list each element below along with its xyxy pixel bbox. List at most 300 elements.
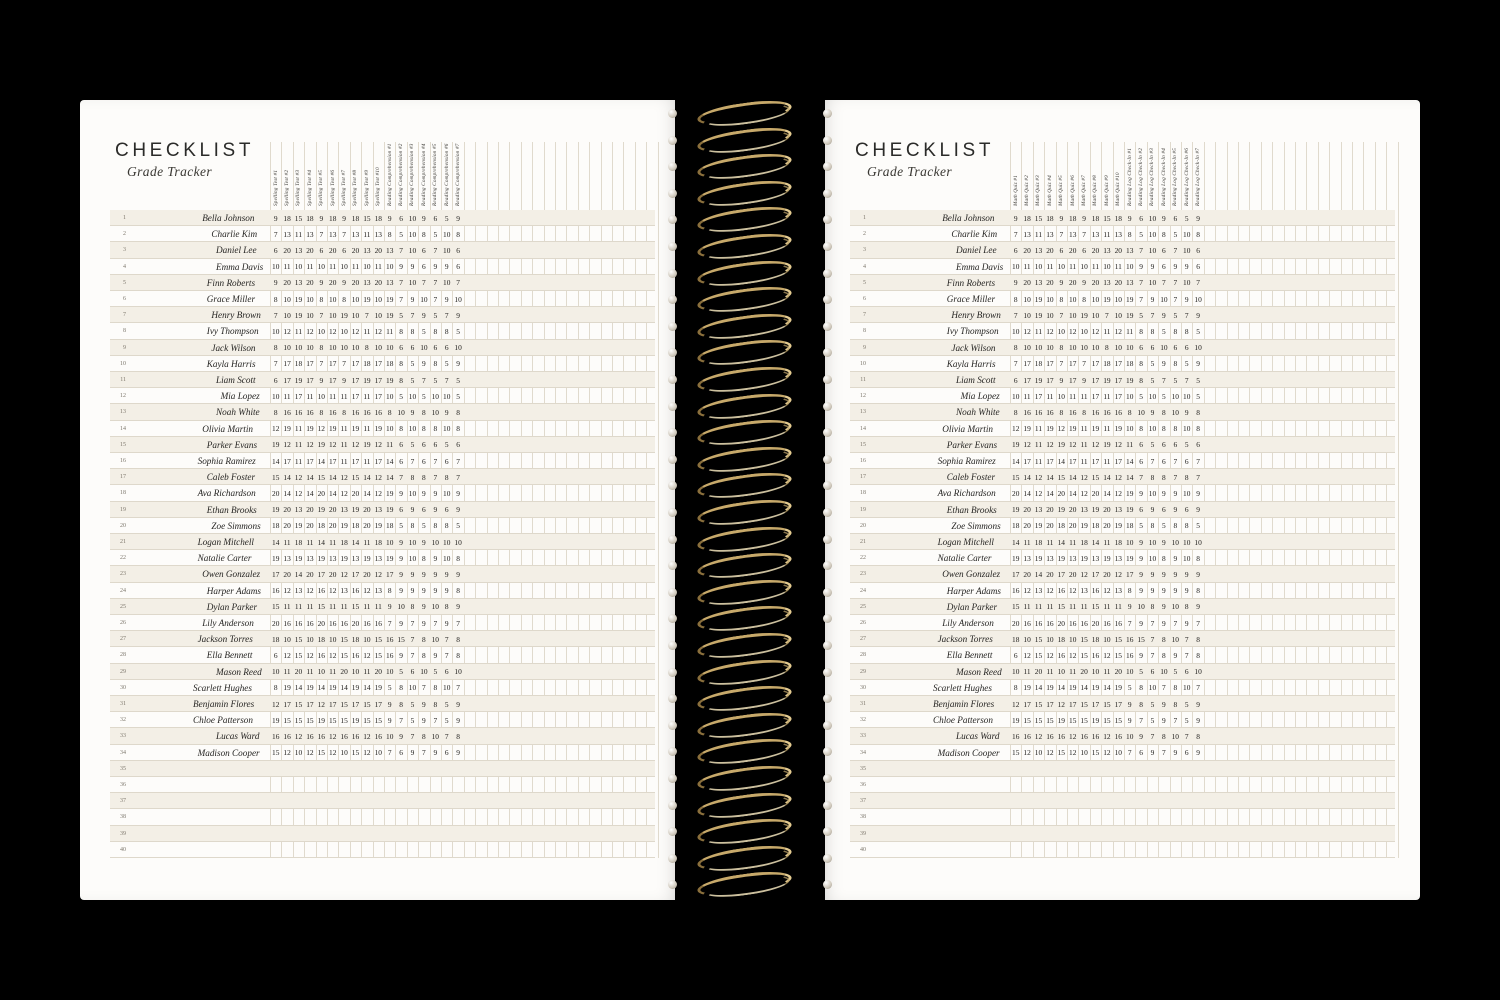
- grade-cell[interactable]: 19: [386, 488, 394, 498]
- grade-cell[interactable]: 12: [1069, 326, 1077, 336]
- grade-cell[interactable]: 17: [374, 359, 382, 369]
- grade-cell[interactable]: 10: [1114, 748, 1122, 758]
- grade-cell[interactable]: 19: [1057, 553, 1065, 563]
- grade-cell[interactable]: 13: [1091, 553, 1100, 563]
- grade-cell[interactable]: 9: [410, 262, 415, 272]
- grade-cell[interactable]: 10: [443, 278, 451, 288]
- grade-cell[interactable]: 10: [443, 553, 451, 563]
- grade-cell[interactable]: 7: [1162, 683, 1166, 693]
- grade-cell[interactable]: 10: [431, 602, 439, 612]
- grade-cell[interactable]: 8: [1173, 326, 1178, 336]
- grade-cell[interactable]: 8: [422, 407, 426, 417]
- table-row[interactable]: [850, 566, 1395, 582]
- grade-cell[interactable]: 15: [374, 715, 382, 725]
- grade-cell[interactable]: 12: [1103, 731, 1111, 741]
- grade-cell[interactable]: 10: [1069, 634, 1077, 644]
- grade-cell[interactable]: 11: [1034, 326, 1043, 336]
- grade-cell[interactable]: 20: [1046, 569, 1054, 579]
- grade-cell[interactable]: 10: [1160, 294, 1168, 304]
- grade-cell[interactable]: 19: [1012, 553, 1020, 563]
- table-row[interactable]: [850, 809, 1395, 825]
- grade-cell[interactable]: 8: [319, 407, 324, 417]
- grade-cell[interactable]: 9: [1082, 278, 1086, 288]
- grade-cell[interactable]: 13: [1069, 229, 1077, 239]
- grade-cell[interactable]: 19: [294, 375, 303, 385]
- grade-cell[interactable]: 12: [306, 748, 314, 758]
- grade-cell[interactable]: 11: [1069, 667, 1077, 677]
- grade-cell[interactable]: 12: [340, 569, 348, 579]
- grade-cell[interactable]: 10: [1171, 731, 1179, 741]
- grade-cell[interactable]: 9: [1196, 748, 1200, 758]
- grade-cell[interactable]: 16: [340, 731, 348, 741]
- grade-cell[interactable]: 19: [317, 505, 325, 515]
- grade-cell[interactable]: 8: [456, 407, 460, 417]
- grade-cell[interactable]: 16: [1023, 731, 1031, 741]
- grade-cell[interactable]: 19: [1046, 683, 1054, 693]
- grade-cell[interactable]: 19: [306, 683, 314, 693]
- grade-cell[interactable]: 20: [294, 667, 303, 677]
- grade-cell[interactable]: 20: [374, 667, 382, 677]
- grade-cell[interactable]: 7: [1184, 650, 1189, 660]
- table-row[interactable]: [850, 356, 1395, 372]
- grade-cell[interactable]: 6: [444, 748, 449, 758]
- grade-cell[interactable]: 6: [1196, 245, 1200, 255]
- grade-cell[interactable]: 10: [1171, 407, 1179, 417]
- student-name[interactable]: Ethan Brooks: [946, 504, 997, 515]
- grade-cell[interactable]: 12: [1023, 748, 1031, 758]
- grade-cell[interactable]: 19: [1012, 715, 1020, 725]
- table-row[interactable]: [110, 291, 655, 307]
- grade-cell[interactable]: 9: [1162, 586, 1166, 596]
- grade-cell[interactable]: 9: [342, 213, 346, 223]
- grade-cell[interactable]: 19: [1126, 294, 1134, 304]
- grade-cell[interactable]: 5: [1150, 715, 1155, 725]
- student-name[interactable]: Finn Roberts: [946, 277, 996, 288]
- grade-cell[interactable]: 9: [456, 359, 460, 369]
- grade-cell[interactable]: 15: [363, 213, 371, 223]
- grade-cell[interactable]: 17: [1069, 699, 1077, 709]
- grade-cell[interactable]: 6: [456, 440, 460, 450]
- grade-cell[interactable]: 13: [363, 278, 371, 288]
- grade-cell[interactable]: 15: [317, 748, 325, 758]
- grade-cell[interactable]: 19: [272, 440, 280, 450]
- grade-cell[interactable]: 20: [272, 618, 280, 628]
- grade-cell[interactable]: 6: [399, 748, 403, 758]
- table-row[interactable]: [850, 728, 1395, 744]
- grade-cell[interactable]: 20: [329, 569, 337, 579]
- grade-cell[interactable]: 8: [1173, 699, 1178, 709]
- grade-cell[interactable]: 16: [1057, 586, 1065, 596]
- grade-cell[interactable]: 8: [1059, 343, 1064, 353]
- grade-cell[interactable]: 19: [283, 424, 291, 434]
- grade-cell[interactable]: 19: [1023, 683, 1031, 693]
- grade-cell[interactable]: 20: [1023, 505, 1031, 515]
- student-name[interactable]: Logan Mitchell: [197, 537, 254, 547]
- grade-cell[interactable]: 20: [374, 245, 382, 255]
- table-row[interactable]: [850, 291, 1395, 307]
- grade-cell[interactable]: 10: [431, 731, 439, 741]
- grade-cell[interactable]: 6: [456, 262, 460, 272]
- grade-cell[interactable]: 17: [283, 456, 291, 466]
- grade-cell[interactable]: 6: [342, 245, 346, 255]
- student-name[interactable]: Mason Reed: [956, 666, 1002, 677]
- grade-cell[interactable]: 8: [422, 634, 426, 644]
- student-name[interactable]: Daniel Lee: [956, 245, 997, 256]
- grade-cell[interactable]: 20: [317, 488, 325, 498]
- grade-cell[interactable]: 20: [1057, 618, 1065, 628]
- grade-cell[interactable]: 10: [317, 667, 325, 677]
- grade-cell[interactable]: 7: [433, 618, 438, 628]
- grade-cell[interactable]: 8: [1162, 553, 1166, 563]
- grade-cell[interactable]: 10: [1114, 294, 1122, 304]
- grade-cell[interactable]: 9: [456, 602, 460, 612]
- grade-cell[interactable]: 7: [1150, 618, 1155, 628]
- grade-cell[interactable]: 11: [306, 391, 314, 401]
- grade-cell[interactable]: 18: [1034, 359, 1043, 369]
- grade-cell[interactable]: 14: [329, 488, 337, 498]
- table-row[interactable]: [110, 356, 655, 372]
- grade-cell[interactable]: 8: [410, 521, 415, 531]
- grade-cell[interactable]: 14: [1091, 537, 1100, 547]
- grade-cell[interactable]: 12: [374, 472, 382, 482]
- grade-cell[interactable]: 13: [294, 586, 303, 596]
- grade-cell[interactable]: 19: [386, 375, 394, 385]
- grade-cell[interactable]: 16: [1114, 731, 1122, 741]
- student-name[interactable]: Natalie Carter: [197, 553, 252, 564]
- grade-cell[interactable]: 11: [283, 537, 291, 547]
- grade-cell[interactable]: 19: [1080, 521, 1088, 531]
- grade-cell[interactable]: 18: [386, 359, 394, 369]
- grade-cell[interactable]: 16: [317, 731, 325, 741]
- grade-cell[interactable]: 10: [408, 278, 417, 288]
- grade-cell[interactable]: 20: [329, 521, 337, 531]
- grade-cell[interactable]: 18: [340, 537, 348, 547]
- grade-cell[interactable]: 7: [342, 229, 346, 239]
- grade-cell[interactable]: 9: [410, 586, 415, 596]
- grade-cell[interactable]: 14: [386, 472, 394, 482]
- table-row[interactable]: [850, 421, 1395, 437]
- grade-cell[interactable]: 8: [399, 683, 403, 693]
- grade-cell[interactable]: 9: [342, 375, 346, 385]
- student-name[interactable]: Logan Mitchell: [937, 537, 994, 547]
- grade-cell[interactable]: 11: [294, 440, 303, 450]
- grade-cell[interactable]: 12: [363, 731, 371, 741]
- table-row[interactable]: [850, 631, 1395, 647]
- grade-cell[interactable]: 9: [422, 359, 426, 369]
- grade-cell[interactable]: 16: [1126, 634, 1134, 644]
- grade-cell[interactable]: 8: [1173, 424, 1178, 434]
- grade-cell[interactable]: 17: [1046, 699, 1054, 709]
- grade-cell[interactable]: 10: [1080, 343, 1088, 353]
- grade-cell[interactable]: 11: [340, 602, 348, 612]
- grade-cell[interactable]: 10: [408, 553, 417, 563]
- grade-cell[interactable]: 8: [273, 683, 278, 693]
- grade-cell[interactable]: 8: [1196, 553, 1200, 563]
- grade-cell[interactable]: 11: [1080, 424, 1088, 434]
- student-name[interactable]: Natalie Carter: [937, 553, 992, 564]
- grade-cell[interactable]: 8: [444, 326, 449, 336]
- grade-cell[interactable]: 16: [374, 618, 382, 628]
- grade-cell[interactable]: 6: [399, 343, 403, 353]
- grade-cell[interactable]: 10: [351, 343, 360, 353]
- table-row[interactable]: [110, 534, 655, 550]
- grade-cell[interactable]: 9: [1184, 407, 1189, 417]
- grade-cell[interactable]: 13: [1126, 278, 1134, 288]
- grade-cell[interactable]: 11: [1103, 229, 1111, 239]
- grade-cell[interactable]: 8: [456, 553, 460, 563]
- grade-cell[interactable]: 17: [374, 391, 382, 401]
- grade-cell[interactable]: 9: [1162, 488, 1166, 498]
- grade-cell[interactable]: 13: [386, 245, 394, 255]
- grade-cell[interactable]: 10: [386, 667, 394, 677]
- grade-cell[interactable]: 19: [374, 683, 382, 693]
- grade-cell[interactable]: 7: [319, 310, 324, 320]
- table-row[interactable]: [110, 664, 655, 680]
- grade-cell[interactable]: 5: [422, 391, 426, 401]
- grade-cell[interactable]: 16: [294, 618, 303, 628]
- grade-cell[interactable]: 19: [1012, 440, 1020, 450]
- student-name[interactable]: Dylan Parker: [206, 601, 258, 612]
- grade-cell[interactable]: 14: [1012, 456, 1020, 466]
- grade-cell[interactable]: 5: [1139, 229, 1143, 239]
- grade-cell[interactable]: 16: [294, 407, 303, 417]
- grade-cell[interactable]: 16: [329, 618, 337, 628]
- grade-cell[interactable]: 18: [386, 521, 394, 531]
- grade-cell[interactable]: 7: [1127, 748, 1132, 758]
- grade-cell[interactable]: 11: [1069, 537, 1077, 547]
- grade-cell[interactable]: 7: [273, 359, 278, 369]
- table-row[interactable]: [110, 485, 655, 501]
- grade-cell[interactable]: 8: [422, 472, 426, 482]
- grade-cell[interactable]: 6: [410, 343, 415, 353]
- grade-cell[interactable]: 7: [1196, 456, 1200, 466]
- grade-cell[interactable]: 5: [456, 521, 460, 531]
- grade-cell[interactable]: 12: [1103, 650, 1111, 660]
- grade-cell[interactable]: 7: [456, 472, 460, 482]
- grade-cell[interactable]: 14: [1046, 488, 1054, 498]
- grade-cell[interactable]: 15: [294, 699, 303, 709]
- grade-cell[interactable]: 9: [444, 294, 449, 304]
- grade-cell[interactable]: 12: [1114, 326, 1122, 336]
- grade-cell[interactable]: 8: [1013, 294, 1018, 304]
- grade-cell[interactable]: 12: [1034, 472, 1043, 482]
- grade-cell[interactable]: 15: [397, 634, 405, 644]
- grade-cell[interactable]: 7: [433, 715, 438, 725]
- student-name[interactable]: Benjamin Flores: [193, 699, 255, 709]
- grade-cell[interactable]: 16: [1046, 407, 1054, 417]
- grade-cell[interactable]: 9: [399, 618, 403, 628]
- grade-cell[interactable]: 8: [1150, 472, 1155, 482]
- table-row[interactable]: [850, 275, 1395, 291]
- grade-cell[interactable]: 14: [294, 683, 303, 693]
- grade-cell[interactable]: 10: [340, 262, 348, 272]
- grade-cell[interactable]: 12: [1091, 440, 1100, 450]
- grade-cell[interactable]: 7: [1196, 683, 1200, 693]
- grade-cell[interactable]: 16: [1046, 731, 1054, 741]
- grade-cell[interactable]: 19: [1057, 505, 1065, 515]
- grade-cell[interactable]: 6: [273, 375, 278, 385]
- table-row[interactable]: [110, 583, 655, 599]
- grade-cell[interactable]: 15: [340, 634, 348, 644]
- grade-cell[interactable]: 9: [399, 553, 403, 563]
- grade-cell[interactable]: 18: [1012, 634, 1020, 644]
- grade-cell[interactable]: 17: [1114, 699, 1122, 709]
- grade-cell[interactable]: 10: [1023, 634, 1031, 644]
- grade-cell[interactable]: 6: [1013, 245, 1018, 255]
- grade-cell[interactable]: 18: [351, 213, 360, 223]
- grade-cell[interactable]: 6: [1162, 505, 1166, 515]
- grade-cell[interactable]: 18: [317, 634, 325, 644]
- grade-cell[interactable]: 17: [1023, 456, 1031, 466]
- grade-cell[interactable]: 5: [1184, 359, 1189, 369]
- grade-cell[interactable]: 15: [1034, 699, 1043, 709]
- grade-cell[interactable]: 12: [317, 424, 325, 434]
- grade-cell[interactable]: 6: [399, 213, 403, 223]
- grade-cell[interactable]: 10: [1183, 245, 1191, 255]
- grade-cell[interactable]: 10: [1148, 278, 1157, 288]
- grade-cell[interactable]: 20: [306, 278, 314, 288]
- grade-cell[interactable]: 15: [1091, 748, 1100, 758]
- grade-cell[interactable]: 10: [408, 537, 417, 547]
- table-row[interactable]: [850, 404, 1395, 420]
- grade-cell[interactable]: 13: [351, 229, 360, 239]
- grade-cell[interactable]: 11: [1080, 456, 1088, 466]
- grade-cell[interactable]: 18: [374, 537, 382, 547]
- grade-cell[interactable]: 8: [1162, 424, 1166, 434]
- grade-cell[interactable]: 20: [306, 245, 314, 255]
- grade-cell[interactable]: 10: [408, 245, 417, 255]
- grade-cell[interactable]: 9: [1196, 569, 1200, 579]
- grade-cell[interactable]: 20: [1057, 488, 1065, 498]
- grade-cell[interactable]: 12: [1046, 650, 1054, 660]
- grade-cell[interactable]: 19: [1126, 488, 1134, 498]
- grade-cell[interactable]: 14: [1069, 472, 1077, 482]
- grade-cell[interactable]: 12: [1103, 586, 1111, 596]
- grade-cell[interactable]: 20: [283, 569, 291, 579]
- grade-cell[interactable]: 17: [1023, 699, 1031, 709]
- grade-cell[interactable]: 10: [1012, 667, 1020, 677]
- grade-cell[interactable]: 14: [1023, 472, 1031, 482]
- grade-cell[interactable]: 18: [1103, 359, 1111, 369]
- grade-cell[interactable]: 8: [1139, 359, 1143, 369]
- grade-cell[interactable]: 19: [1034, 521, 1043, 531]
- grade-cell[interactable]: 17: [1114, 391, 1122, 401]
- grade-cell[interactable]: 7: [456, 456, 460, 466]
- grade-cell[interactable]: 19: [363, 440, 371, 450]
- grade-cell[interactable]: 16: [329, 407, 337, 417]
- grade-cell[interactable]: 10: [1171, 602, 1179, 612]
- student-name[interactable]: Scarlett Hughes: [193, 682, 252, 693]
- table-row[interactable]: [110, 372, 655, 388]
- grade-cell[interactable]: 8: [1139, 699, 1143, 709]
- grade-cell[interactable]: 5: [1150, 375, 1155, 385]
- grade-cell[interactable]: 16: [283, 407, 291, 417]
- grade-cell[interactable]: 16: [386, 650, 394, 660]
- grade-cell[interactable]: 13: [329, 229, 337, 239]
- grade-cell[interactable]: 19: [1103, 553, 1111, 563]
- grade-cell[interactable]: 5: [444, 440, 449, 450]
- grade-cell[interactable]: 17: [1091, 569, 1100, 579]
- grade-cell[interactable]: 12: [1069, 650, 1077, 660]
- grade-cell[interactable]: 9: [433, 488, 438, 498]
- grade-cell[interactable]: 16: [1057, 731, 1065, 741]
- grade-cell[interactable]: 9: [456, 213, 460, 223]
- grade-cell[interactable]: 13: [1034, 278, 1043, 288]
- grade-cell[interactable]: 11: [1069, 602, 1077, 612]
- grade-cell[interactable]: 9: [456, 488, 460, 498]
- grade-cell[interactable]: 10: [1046, 294, 1054, 304]
- grade-cell[interactable]: 7: [1059, 229, 1064, 239]
- grade-cell[interactable]: 12: [1046, 326, 1054, 336]
- student-name[interactable]: Henry Brown: [211, 310, 261, 321]
- grade-cell[interactable]: 14: [363, 683, 371, 693]
- grade-cell[interactable]: 15: [306, 715, 314, 725]
- grade-cell[interactable]: 9: [444, 569, 449, 579]
- grade-cell[interactable]: 10: [317, 391, 325, 401]
- grade-cell[interactable]: 5: [399, 229, 403, 239]
- grade-cell[interactable]: 14: [1023, 488, 1031, 498]
- grade-cell[interactable]: 17: [1126, 569, 1134, 579]
- grade-cell[interactable]: 16: [1126, 650, 1134, 660]
- grade-cell[interactable]: 10: [329, 634, 337, 644]
- grade-cell[interactable]: 7: [399, 278, 403, 288]
- grade-cell[interactable]: 9: [456, 310, 460, 320]
- grade-cell[interactable]: 11: [1046, 602, 1054, 612]
- grade-cell[interactable]: 11: [1034, 602, 1043, 612]
- grade-cell[interactable]: 10: [443, 245, 451, 255]
- grade-cell[interactable]: 5: [410, 699, 415, 709]
- grade-cell[interactable]: 10: [1137, 602, 1145, 612]
- grade-cell[interactable]: 7: [1082, 229, 1086, 239]
- grade-cell[interactable]: 7: [1139, 472, 1143, 482]
- grade-cell[interactable]: 6: [1173, 440, 1178, 450]
- grade-cell[interactable]: 14: [1069, 488, 1077, 498]
- grade-cell[interactable]: 10: [1012, 262, 1020, 272]
- grade-cell[interactable]: 19: [294, 553, 303, 563]
- grade-cell[interactable]: 15: [317, 602, 325, 612]
- grade-cell[interactable]: 8: [1196, 407, 1200, 417]
- grade-cell[interactable]: 7: [1184, 634, 1189, 644]
- grade-cell[interactable]: 11: [1034, 440, 1043, 450]
- grade-cell[interactable]: 20: [1103, 569, 1111, 579]
- grade-cell[interactable]: 5: [456, 391, 460, 401]
- grade-cell[interactable]: 8: [1127, 586, 1132, 596]
- grade-cell[interactable]: 11: [1114, 262, 1122, 272]
- grade-cell[interactable]: 18: [294, 537, 303, 547]
- grade-cell[interactable]: 15: [374, 650, 382, 660]
- grade-cell[interactable]: 10: [420, 343, 428, 353]
- grade-cell[interactable]: 14: [329, 472, 337, 482]
- grade-cell[interactable]: 19: [294, 310, 303, 320]
- grade-cell[interactable]: 16: [1046, 618, 1054, 628]
- grade-cell[interactable]: 16: [1091, 650, 1100, 660]
- grade-cell[interactable]: 15: [340, 650, 348, 660]
- table-row[interactable]: [110, 761, 655, 777]
- grade-cell[interactable]: 9: [399, 262, 403, 272]
- grade-cell[interactable]: 6: [422, 262, 426, 272]
- grade-cell[interactable]: 11: [306, 537, 314, 547]
- grade-cell[interactable]: 10: [1046, 343, 1054, 353]
- grade-cell[interactable]: 17: [1114, 456, 1122, 466]
- grade-cell[interactable]: 11: [329, 667, 337, 677]
- grade-cell[interactable]: 10: [294, 343, 303, 353]
- grade-cell[interactable]: 19: [374, 424, 382, 434]
- grade-cell[interactable]: 5: [422, 326, 426, 336]
- table-row[interactable]: [110, 826, 655, 842]
- grade-cell[interactable]: 20: [1080, 667, 1088, 677]
- grade-cell[interactable]: 16: [283, 731, 291, 741]
- grade-cell[interactable]: 11: [1103, 537, 1111, 547]
